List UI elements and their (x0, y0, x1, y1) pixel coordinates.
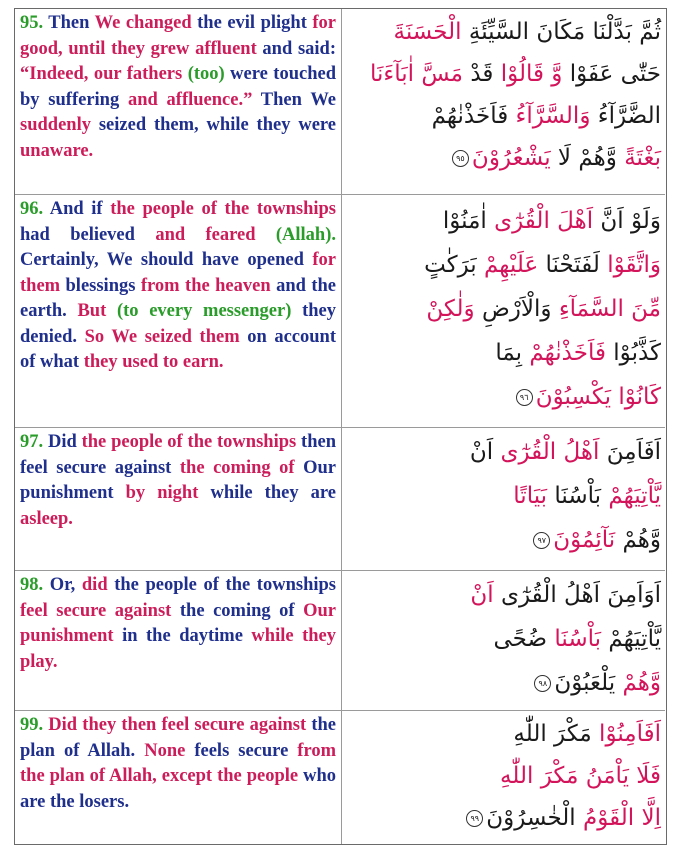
arabic-segment: وَّهُمْ (622, 670, 661, 696)
translation-segment: the plan of Allah. (20, 715, 336, 761)
arabic-line (347, 573, 661, 617)
translation-segment: None (144, 740, 186, 761)
translation-segment: and said: (256, 38, 336, 59)
verse-row-96 (15, 194, 665, 428)
translation-segment: Then We (252, 89, 337, 110)
arabic-line (347, 755, 661, 797)
translation-segment: asleep. (20, 508, 73, 529)
translation-segment: blessings (60, 275, 141, 296)
translation-segment: by night (125, 483, 199, 503)
verse-row-99 (15, 710, 665, 844)
translation-segment: the coming of (171, 600, 304, 621)
arabic-segment: الضَّرَّآءُ (590, 103, 661, 129)
translation-segment: did (81, 575, 108, 595)
ayah-marker-icon: ٩٥ (452, 150, 469, 167)
arabic-segment: وَّهُمْ لَا (550, 145, 625, 171)
verse-row-95 (15, 9, 665, 194)
english-translation (20, 197, 336, 376)
translation-segment: the people of the townships (107, 575, 336, 595)
translation-segment: in the daytime (113, 626, 252, 646)
arabic-segment: وَاتَّقَوْا (607, 252, 661, 278)
translation-segment: for them (20, 250, 336, 296)
arabic-segment: اَنْ (469, 439, 501, 465)
arabic-segment: مَسَّ اٰبَآءَنَا (370, 61, 471, 87)
translation-segment: from the heaven (140, 275, 271, 296)
arabic-line (347, 11, 661, 53)
arabic-segment: اَفَاَمِنُوْا (591, 721, 661, 747)
translation-segment: We changed (94, 13, 192, 33)
english-translation (20, 573, 336, 675)
translation-segment: the coming of (179, 457, 295, 478)
arabic-line (347, 287, 661, 331)
translation-segment: were touched by suffering (20, 64, 337, 110)
arabic-segment: يَشْعُرُوْنَ (471, 145, 551, 171)
arabic-line (347, 797, 661, 839)
translation-segment: feels secure (185, 740, 298, 761)
arabic-text (347, 11, 661, 179)
english-translation (20, 11, 336, 164)
english-translation (20, 430, 336, 532)
translation-segment: So We seized them (84, 326, 240, 347)
translation-segment: affluent (195, 38, 257, 59)
column-divider (341, 711, 342, 844)
translation-segment: they used to earn. (83, 352, 224, 372)
ayah-marker-icon: ٩٦ (516, 389, 533, 406)
arabic-line (347, 518, 661, 562)
arabic-segment: يَكْسِبُوْنَ (535, 384, 612, 410)
arabic-segment: يَلْعَبُوْنَ (554, 670, 623, 696)
arabic-line (347, 661, 661, 705)
translation-segment: suddenly (20, 115, 91, 135)
arabic-segment: اَهْلُ الْقُرٰٓى (500, 582, 600, 608)
arabic-line (347, 713, 661, 755)
arabic-segment: عَلَيْهِمْ (484, 252, 539, 278)
verse-number: 95. (20, 13, 44, 33)
arabic-segment: حَتّٰى عَفَوْا (562, 61, 661, 87)
translation-segment: while they are (198, 483, 336, 503)
arabic-segment: نَآئِمُوْنَ (553, 527, 616, 553)
translation-segment: unaware. (20, 140, 94, 161)
arabic-segment: اَهْلُ الْقُرٰٓى (500, 439, 600, 465)
translation-segment: they denied. (20, 301, 336, 347)
arabic-segment: فَاَخَذْنٰهُمْ (431, 103, 516, 129)
arabic-segment: بِمَا (495, 340, 530, 366)
arabic-segment: اَنْ (470, 582, 501, 608)
verse-number: 99. (20, 715, 44, 735)
translation-segment: they grew (105, 38, 196, 59)
translation-segment: Certainly, We should have opened (20, 250, 313, 270)
verse-table (14, 8, 667, 845)
translation-segment: feel secure against (20, 600, 172, 621)
verse-number: 98. (20, 575, 44, 595)
verse-number: 97. (20, 432, 44, 452)
translation-segment: then feel secure against (20, 432, 336, 478)
arabic-segment: وَلَوْ اَنَّ (593, 208, 661, 234)
translation-segment: Or, (43, 575, 82, 595)
arabic-segment: وَالْاَرْضِ (474, 296, 559, 322)
arabic-line (347, 430, 661, 474)
arabic-segment: كَذَّبُوْا (605, 340, 661, 366)
translation-segment: (to every messenger) (106, 301, 292, 321)
translation-segment: while they play. (20, 626, 336, 672)
translation-segment: Our punishment (20, 457, 337, 503)
arabic-text (347, 573, 661, 705)
arabic-segment: بَاْسُنَا (554, 626, 602, 652)
arabic-segment: مَكْرَ اللّٰهِ (500, 763, 579, 789)
arabic-line (347, 375, 661, 419)
translation-segment: who are the losers. (20, 766, 336, 812)
arabic-segment: يَّاْتِيَهُمْ (608, 483, 661, 509)
column-divider (341, 9, 342, 194)
column-divider (341, 428, 342, 571)
column-divider (341, 195, 342, 428)
translation-segment: But (77, 301, 107, 321)
arabic-line (347, 243, 661, 287)
arabic-segment: اَفَاَمِنَ (599, 439, 661, 465)
translation-segment: Did (43, 432, 82, 452)
translation-segment: and affluence.” (127, 89, 253, 110)
translation-segment: And if (43, 199, 111, 219)
arabic-segment: بَيَاتًا (513, 483, 548, 509)
arabic-segment: اَهْلَ الْقُرٰٓى (494, 208, 594, 234)
arabic-segment: كَانُوْا (611, 384, 661, 410)
translation-segment: (Allah). (255, 224, 337, 245)
arabic-line (347, 474, 661, 518)
arabic-segment: مَكْرَ اللّٰهِ (513, 721, 592, 747)
arabic-segment: بَاْسُنَا (547, 483, 609, 509)
arabic-line (347, 617, 661, 661)
arabic-segment: يَّاْتِيَهُمْ (601, 626, 661, 652)
arabic-line (347, 53, 661, 95)
arabic-line (347, 331, 661, 375)
arabic-segment: فَاَخَذْنٰهُمْ (529, 340, 606, 366)
arabic-segment: الْحَسَنَةَ (393, 19, 462, 45)
translation-segment: for good, until (20, 13, 336, 59)
ayah-marker-icon: ٩٩ (466, 810, 483, 827)
arabic-segment: مِّنَ السَّمَآءِ (558, 296, 661, 322)
ayah-marker-icon: ٩٨ (534, 675, 551, 692)
arabic-text (347, 430, 661, 562)
translation-segment: on account of what (20, 326, 336, 372)
arabic-text (347, 199, 661, 419)
arabic-segment: فَلَا يَاْمَنُ (578, 763, 661, 789)
translation-segment: seized them, while they were (90, 115, 336, 135)
translation-segment: the people of the townships (110, 199, 336, 219)
translation-segment: and the earth. (20, 275, 337, 321)
column-divider (341, 571, 342, 711)
verse-row-97 (15, 427, 665, 571)
arabic-segment: اٰمَنُوْا (442, 208, 495, 234)
arabic-segment: قَدْ (470, 61, 494, 87)
ayah-marker-icon: ٩٧ (533, 532, 550, 549)
translation-segment: the people of the townships (81, 432, 297, 452)
arabic-segment: الْخٰسِرُوْنَ (486, 805, 584, 831)
verse-row-98 (15, 570, 665, 711)
arabic-segment: ضُحًى (493, 626, 555, 652)
translation-segment: had believed (20, 224, 156, 245)
arabic-segment: وَلٰكِنْ (426, 296, 475, 322)
translation-segment: Did they then feel secure against (43, 715, 307, 735)
arabic-segment: وَّهُمْ (615, 527, 661, 553)
arabic-segment: وَّ قَالُوْا (493, 61, 563, 87)
translation-segment: Our punishment (20, 600, 337, 646)
arabic-segment: بَغْتَةً (624, 145, 661, 171)
verse-number: 96. (20, 199, 44, 219)
arabic-segment: بَرَكٰتٍ (424, 252, 484, 278)
arabic-segment: ثُمَّ بَدَّلْنَا مَكَانَ السَّيِّئَةِ (461, 19, 661, 45)
arabic-segment: اِلَّا الْقَوْمُ (583, 805, 661, 831)
translation-segment: “Indeed, our fathers (20, 64, 183, 84)
translation-segment: the evil plight (191, 13, 313, 33)
arabic-line (347, 137, 661, 179)
arabic-segment: اَوَاَمِنَ (599, 582, 661, 608)
translation-segment: and feared (155, 224, 256, 245)
arabic-segment: وَالسَّرَّآءُ (515, 103, 591, 129)
translation-segment: Then (43, 13, 95, 33)
arabic-segment: لَفَتَحْنَا (538, 252, 608, 278)
english-translation (20, 713, 336, 815)
translation-segment: (too) (182, 64, 225, 84)
arabic-text (347, 713, 661, 839)
arabic-line (347, 199, 661, 243)
arabic-line (347, 95, 661, 137)
translation-segment: from the plan of Allah, except the people (20, 740, 336, 786)
